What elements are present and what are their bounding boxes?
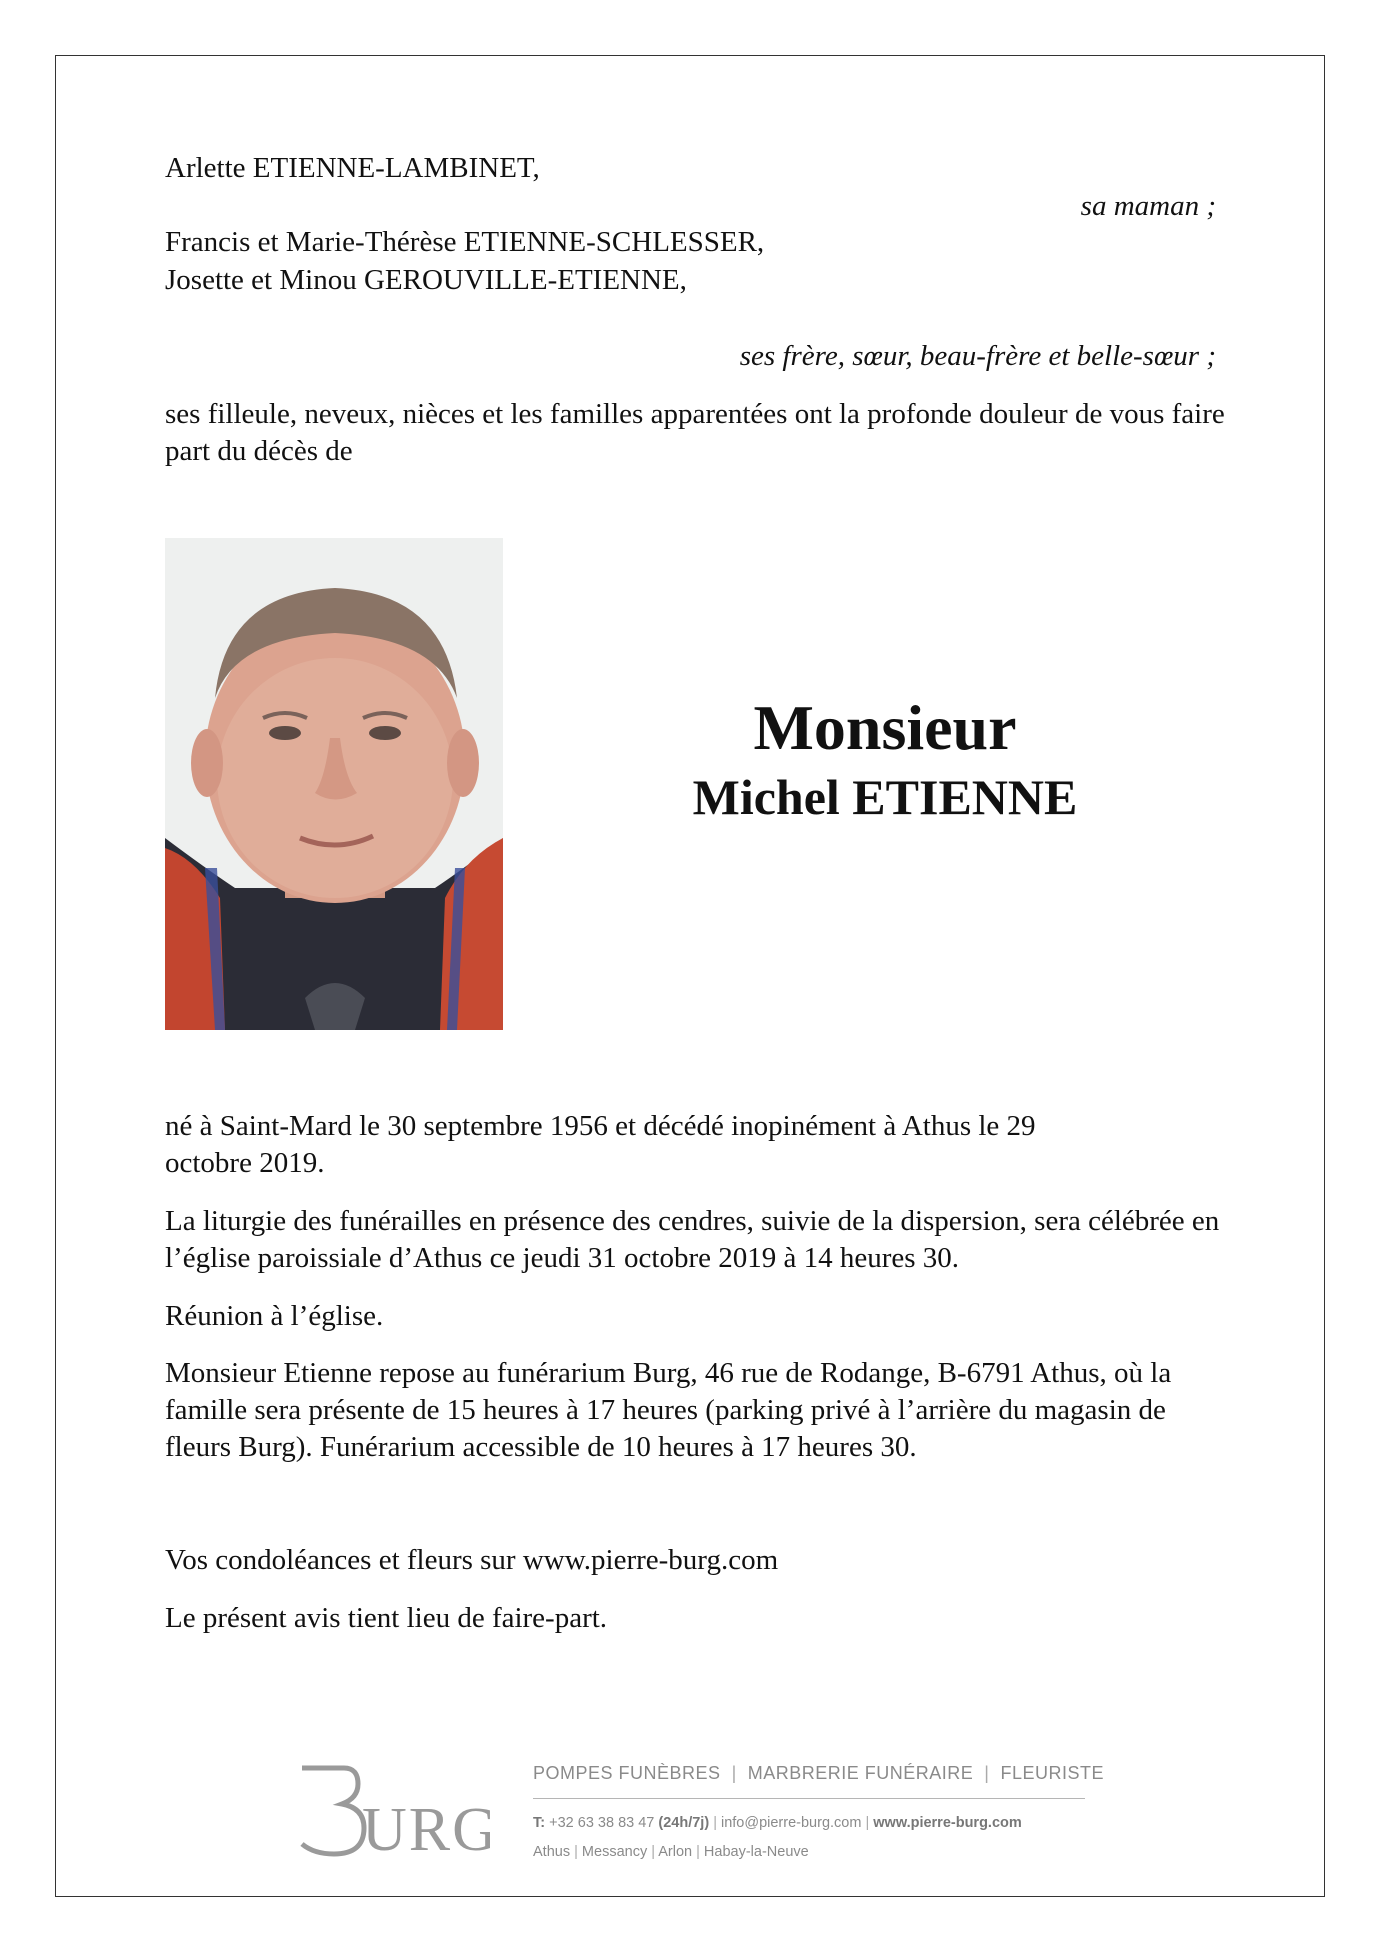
- service-marble: MARBRERIE FUNÉRAIRE: [747, 1763, 974, 1783]
- svg-text:URG: URG: [362, 1796, 490, 1860]
- meeting-paragraph: Réunion à l’église.: [165, 1300, 384, 1332]
- footer-cities: Athus | Messancy | Arlon | Habay-la-Neuve: [533, 1844, 809, 1860]
- city-arlon: Arlon: [658, 1844, 693, 1860]
- portrait-photo: [165, 538, 503, 1030]
- city-athus: Athus: [533, 1844, 571, 1860]
- birth-death-paragraph: né à Saint-Mard le 30 septembre 1956 et décédé inopinément à Athus le 29 octobre 2019.: [165, 1110, 1036, 1179]
- city-messancy: Messancy: [581, 1844, 648, 1860]
- mother-name: Arlette ETIENNE-LAMBINET,: [165, 152, 540, 184]
- phone-label: T:: [533, 1815, 546, 1831]
- condolences-paragraph: Vos condoléances et fleurs sur www.pierre-burg.com: [165, 1544, 779, 1576]
- phone-hours: (24h/7j): [658, 1815, 710, 1831]
- siblings-line-1: Francis et Marie-Thérèse ETIENNE-SCHLESSER,: [165, 226, 765, 258]
- phone-number[interactable]: +32 63 38 83 47: [549, 1815, 655, 1831]
- funeral-home-paragraph: Monsieur Etienne repose au funérarium Burg, 46 rue de Rodange, B-6791 Athus, où la famille sera présente de 15 heures à 17 heures (parking privé à l’arrière du magasin de fleurs Burg). Funérarium accessible de 10 heures à 17 heures 30.: [165, 1357, 1172, 1463]
- city-habay: Habay-la-Neuve: [703, 1844, 809, 1860]
- footer-contact: T: +32 63 38 83 47 (24h/7j) | info@pierre-burg.com | www.pierre-burg.com: [533, 1815, 1022, 1831]
- footer-services: POMPES FUNÈBRES | MARBRERIE FUNÉRAIRE | FLEURISTE: [533, 1763, 1085, 1799]
- notice-paragraph: Le présent avis tient lieu de faire-part.: [165, 1602, 608, 1634]
- siblings-role: ses frère, sœur, beau-frère et belle-sœur ;: [739, 340, 1216, 372]
- email-link[interactable]: info@pierre-burg.com: [720, 1815, 862, 1831]
- deceased-name-block: [620, 690, 1150, 828]
- burg-logo: [300, 1760, 490, 1860]
- website-link[interactable]: www.pierre-burg.com: [873, 1815, 1022, 1831]
- liturgy-paragraph: La liturgie des funérailles en présence des cendres, suivie de la dispersion, sera célébrée en l’église paroissiale d’Athus ce jeudi 31 octobre 2019 à 14 heures 30.: [165, 1205, 1220, 1274]
- deceased-name: Michel ETIENNE: [692, 769, 1078, 825]
- siblings-line-2: Josette et Minou GEROUVILLE-ETIENNE,: [165, 264, 687, 296]
- mother-role: sa maman ;: [1080, 190, 1216, 222]
- deceased-title: Monsieur: [753, 692, 1017, 763]
- relatives-paragraph: ses filleule, neveux, nièces et les familles apparentées ont la profonde douleur de vous faire part du décès de: [165, 398, 1225, 467]
- service-florist: FLEURISTE: [1000, 1763, 1105, 1783]
- service-funeral: POMPES FUNÈBRES: [533, 1763, 721, 1783]
